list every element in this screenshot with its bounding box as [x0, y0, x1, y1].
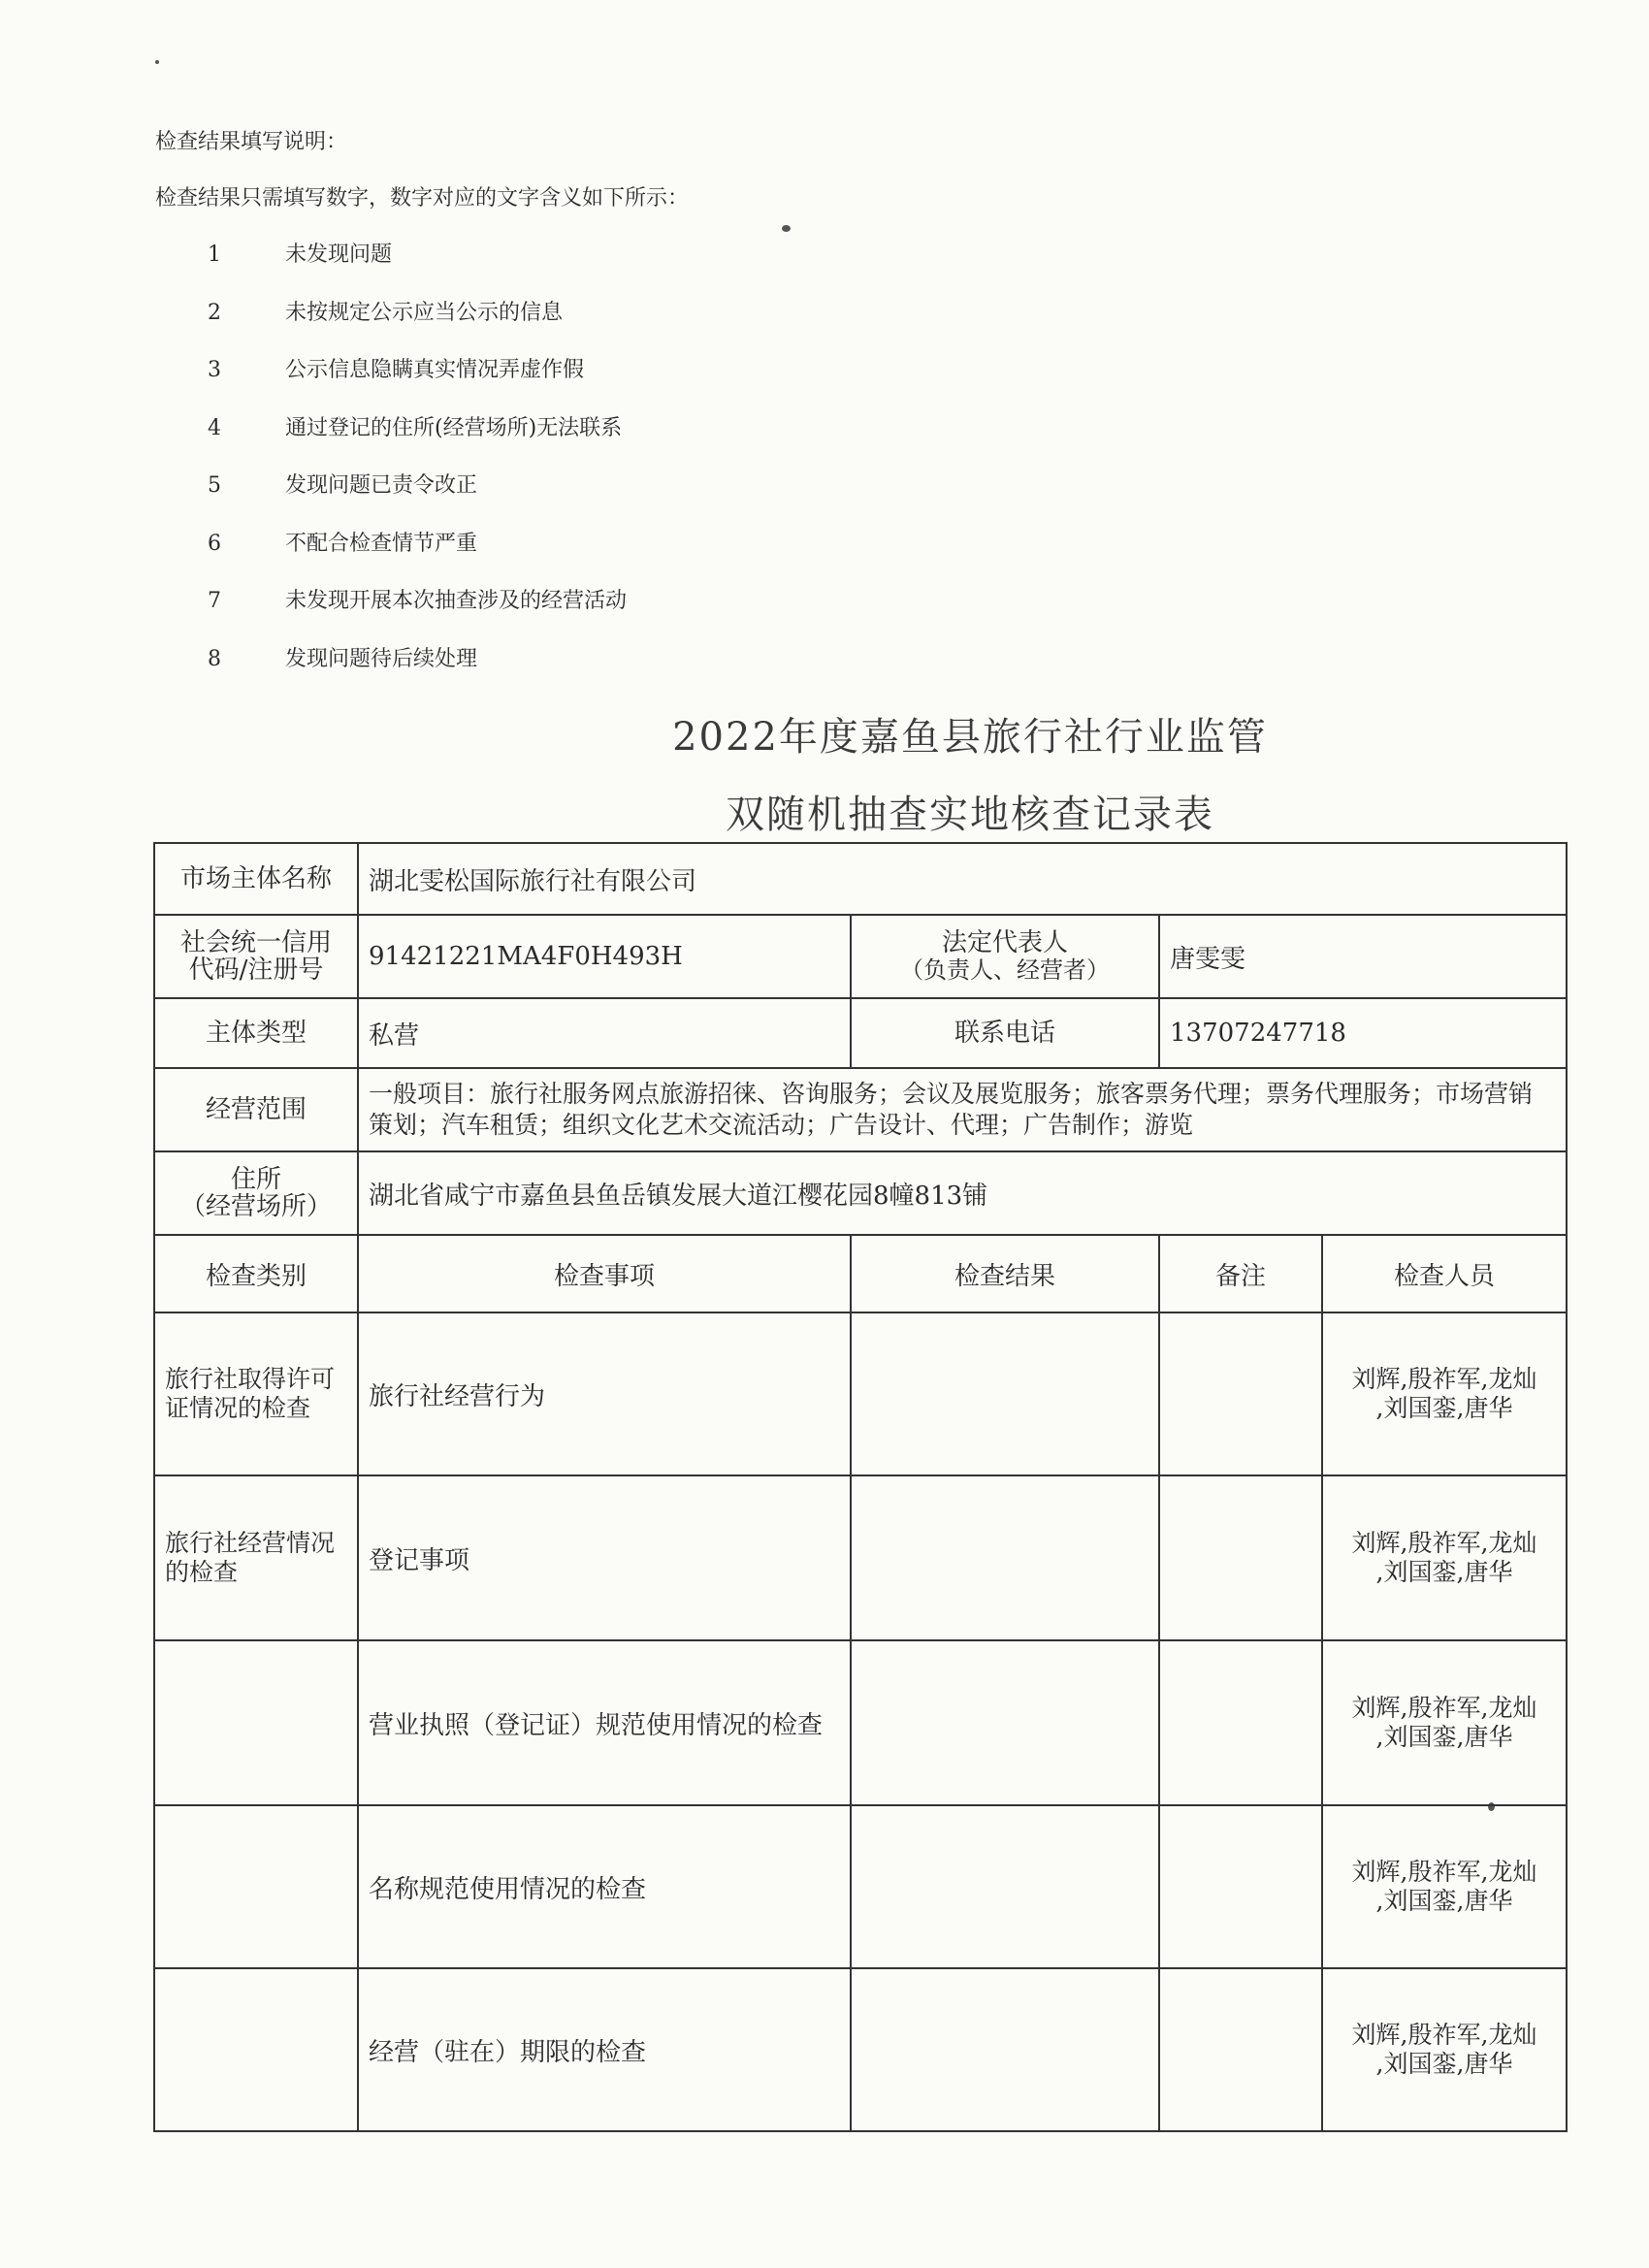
- legal-rep-value: 唐雯雯: [1159, 915, 1567, 998]
- code-item: [155, 530, 689, 588]
- code-number: 6: [208, 531, 221, 556]
- row-inspectors: [1322, 1640, 1567, 1805]
- inspectors-line1: 刘辉,殷祚军,龙灿: [1351, 1365, 1537, 1393]
- row-item: 经营（驻在）期限的检查: [358, 1968, 851, 2131]
- row-inspectors: [1322, 1312, 1567, 1475]
- document-title-line2: 双随机抽查实地核查记录表: [726, 793, 1214, 837]
- code-text: 发现问题已责令改正: [285, 473, 478, 498]
- scan-speck: [155, 60, 159, 64]
- header-remark: 备注: [1159, 1235, 1322, 1312]
- code-list: [155, 241, 689, 702]
- table-row: [154, 915, 1567, 998]
- inspectors-line1: 刘辉,殷祚军,龙灿: [1351, 1858, 1537, 1886]
- row-item: 登记事项: [358, 1475, 851, 1640]
- header-category: 检查类别: [154, 1235, 358, 1312]
- code-number: 3: [208, 358, 221, 382]
- code-item: [155, 241, 689, 299]
- table-row: [154, 843, 1567, 915]
- code-number: 7: [208, 589, 221, 613]
- row-item: 旅行社经营行为: [358, 1312, 851, 1475]
- code-number: 8: [208, 646, 221, 671]
- row-inspectors: [1322, 1475, 1567, 1640]
- table-row: [154, 1475, 1567, 1640]
- phone-value: 13707247718: [1159, 998, 1567, 1068]
- inspectors-line2: ,刘国銮,唐华: [1375, 2050, 1513, 2078]
- row-result[interactable]: [851, 1640, 1159, 1805]
- code-number: 4: [208, 415, 221, 440]
- address-value: 湖北省咸宁市嘉鱼县鱼岳镇发展大道江樱花园8幢813铺: [358, 1151, 1567, 1235]
- code-text: 未发现开展本次抽查涉及的经营活动: [285, 589, 628, 613]
- code-number: 1: [208, 243, 221, 267]
- address-label-line1: 住所: [230, 1165, 281, 1194]
- inspectors-line2: ,刘国銮,唐华: [1375, 1723, 1513, 1751]
- code-item: [155, 414, 689, 472]
- table-row: [154, 1312, 1567, 1475]
- credit-label-line1: 社会统一信用: [179, 928, 332, 957]
- row-remark[interactable]: [1159, 1640, 1322, 1805]
- code-text: 未发现问题: [285, 243, 393, 267]
- credit-label: [154, 915, 358, 998]
- instructions: [155, 128, 689, 702]
- inspectors-line1: 刘辉,殷祚军,龙灿: [1351, 1694, 1537, 1722]
- legal-rep-label-line1: 法定代表人: [941, 928, 1068, 957]
- row-result[interactable]: [851, 1805, 1159, 1968]
- row-category: [154, 1640, 358, 1805]
- table-row: [154, 1805, 1567, 1968]
- row-inspectors: [1322, 1805, 1567, 1968]
- document-title-line1: 2022年度嘉鱼县旅行社行业监管: [672, 715, 1268, 760]
- inspectors-line2: ,刘国銮,唐华: [1375, 1887, 1513, 1915]
- row-category: 旅行社取得许可证情况的检查: [154, 1312, 358, 1475]
- scope-value: 一般项目：旅行社服务网点旅游招徕、咨询服务；会议及展览服务；旅客票务代理；票务代理服务；市场营销策划；汽车租赁；组织文化艺术交流活动；广告设计、代理；广告制作；游览: [358, 1068, 1567, 1151]
- table-row: [154, 1151, 1567, 1235]
- address-label-line2: （经营场所）: [179, 1192, 332, 1221]
- inspectors-line2: ,刘国銮,唐华: [1375, 1394, 1513, 1422]
- row-category: [154, 1968, 358, 2131]
- inspectors-line1: 刘辉,殷祚军,龙灿: [1351, 2021, 1537, 2049]
- credit-value: 91421221MA4F0H493H: [358, 915, 851, 998]
- code-text: 公示信息隐瞒真实情况弄虚作假: [285, 358, 585, 382]
- table-row: [154, 1968, 1567, 2131]
- row-remark[interactable]: [1159, 1475, 1322, 1640]
- name-value: 湖北雯松国际旅行社有限公司: [358, 843, 1567, 915]
- table-row: [154, 1068, 1567, 1151]
- row-category: 旅行社经营情况的检查: [154, 1475, 358, 1640]
- phone-label: 联系电话: [851, 998, 1159, 1068]
- code-number: 5: [208, 473, 221, 498]
- row-category: [154, 1805, 358, 1968]
- scope-label: 经营范围: [154, 1068, 358, 1151]
- row-result[interactable]: [851, 1475, 1159, 1640]
- table-header-row: [154, 1235, 1567, 1312]
- scan-speck: [782, 225, 791, 232]
- type-label: 主体类型: [154, 998, 358, 1068]
- row-remark[interactable]: [1159, 1805, 1322, 1968]
- row-inspectors: [1322, 1968, 1567, 2131]
- inspectors-line2: ,刘国銮,唐华: [1375, 1558, 1513, 1586]
- row-item: 名称规范使用情况的检查: [358, 1805, 851, 1968]
- credit-label-line2: 代码/注册号: [188, 956, 324, 985]
- header-result: 检查结果: [851, 1235, 1159, 1312]
- legal-rep-label: [851, 915, 1159, 998]
- code-item: [155, 299, 689, 357]
- row-item: 营业执照（登记证）规范使用情况的检查: [358, 1640, 851, 1805]
- address-label: [154, 1151, 358, 1235]
- instructions-intro: 检查结果只需填写数字，数字对应的文字含义如下所示：: [155, 186, 690, 211]
- row-result[interactable]: [851, 1312, 1159, 1475]
- code-text: 发现问题待后续处理: [285, 646, 478, 671]
- code-item: [155, 471, 689, 530]
- row-remark[interactable]: [1159, 1312, 1322, 1475]
- table-row: [154, 1640, 1567, 1805]
- inspectors-line1: 刘辉,殷祚军,龙灿: [1351, 1529, 1537, 1557]
- code-text: 未按规定公示应当公示的信息: [285, 300, 564, 325]
- legal-rep-label-line2: （负责人、经营者）: [900, 956, 1110, 984]
- type-value: 私营: [358, 998, 851, 1068]
- row-result[interactable]: [851, 1968, 1159, 2131]
- code-item: [155, 645, 689, 703]
- name-label: 市场主体名称: [154, 843, 358, 915]
- row-remark[interactable]: [1159, 1968, 1322, 2131]
- code-text: 通过登记的住所(经营场所)无法联系: [285, 415, 623, 440]
- code-number: 2: [208, 300, 221, 325]
- code-item: [155, 587, 689, 645]
- code-item: [155, 356, 689, 414]
- instructions-heading: 检查结果填写说明：: [155, 130, 348, 154]
- table-row: [154, 998, 1567, 1068]
- inspection-record-table: [153, 842, 1568, 2132]
- header-item: 检查事项: [358, 1235, 851, 1312]
- header-inspector: 检查人员: [1322, 1235, 1567, 1312]
- code-text: 不配合检查情节严重: [285, 531, 478, 556]
